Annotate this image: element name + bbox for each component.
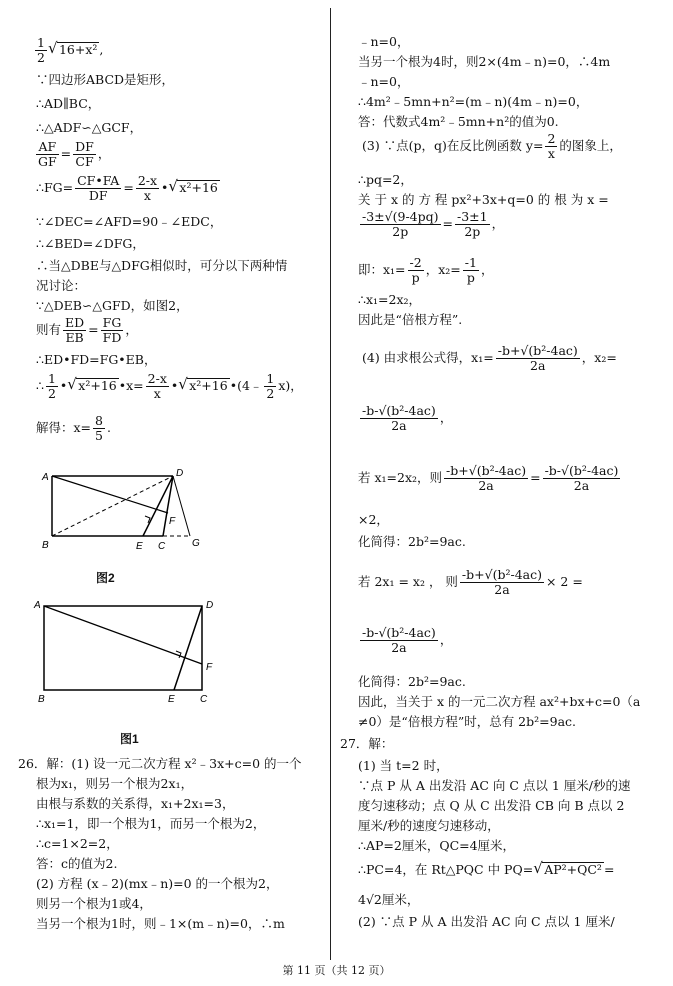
label-A: A — [42, 472, 49, 483]
right-line-22: ≠0）是“倍根方程”时，总有 2b²=9ac. — [358, 714, 576, 729]
figure-2-caption: 图2 — [96, 571, 115, 585]
right-line-11: ∴x₁=2x₂， — [358, 292, 422, 307]
fraction: $\frac{1}{2}$ — [37, 35, 45, 65]
right-line-14: $\frac{\text{-b-√(b²-4ac)}}{2a}$ ， — [362, 403, 453, 433]
right-line-16: ×2， — [358, 512, 389, 527]
figure-1 — [32, 596, 222, 706]
label-F: F — [206, 662, 213, 673]
right-line-2: 当另一个根为4时，则2×(4m﹣n)=0，∴4m — [358, 54, 611, 69]
right-line-30: 4√2厘米， — [358, 892, 420, 907]
right-line-28: ∴AP=2厘米，QC=4厘米， — [358, 838, 516, 853]
right-line-31: (2) ∵点 P 从 A 出发沿 AC 向 C 点以 1 厘米/ — [358, 914, 615, 929]
right-line-24: (1) 当 t=2 时， — [358, 758, 449, 773]
left-line-13: ∴ED•FD=FG•EB， — [36, 352, 157, 367]
left-line-6: ∴FG= $\frac{CF•FA}{DF}$ = $\frac{2-x}{x}$ •√ x²+16 — [36, 174, 220, 203]
label-F: F — [169, 516, 176, 527]
left-line-12: 则有 $\frac{ED}{EB}$ = $\frac{FG}{FD}$ ， — [36, 315, 138, 345]
right-line-8: 关 于 x 的 方 程 px²+3x+q=0 的 根 为 x = — [358, 192, 609, 207]
right-line-18: 若 2x₁ = x₂ ， 则 $\frac{\text{-b+√(b²-4ac)}}{2a}$ × 2 = — [358, 567, 583, 597]
column-divider — [330, 8, 331, 960]
q26-line-4: ∴x₁=1，即一个根为1，而另一个根为2， — [36, 816, 266, 831]
left-line-11: ∵△DEB∽△GFD，如图2， — [36, 298, 189, 313]
left-line-8: ∴∠BED=∠DFG， — [36, 236, 145, 251]
left-line-5: $\frac{AF}{GF}$ = $\frac{DF}{CF}$ ， — [38, 139, 111, 169]
right-line-9: $\frac{-3\pm√(9-4pq)}{2p}$ = $\frac{-3\pm 1}{2p}$ ， — [362, 209, 505, 239]
left-line-9: ∴当△DBE与△DFG相似时，可分以下两种情 — [36, 258, 288, 273]
q26-line-1: 26．解：(1) 设一元二次方程 x²﹣3x+c=0 的一个 — [18, 756, 302, 771]
left-line-15: 解得：x= $\frac{8}{5}$ . — [36, 413, 111, 443]
label-C: C — [200, 694, 208, 705]
q26-line-3: 由根与系数的关系得，x₁+2x₁=3， — [36, 796, 235, 811]
label-C: C — [158, 541, 166, 552]
label-B: B — [38, 694, 45, 705]
q26-line-6: 答：c的值为2. — [36, 856, 118, 871]
label-D: D — [176, 468, 184, 479]
label-A: A — [34, 600, 41, 611]
right-line-20: 化简得：2b²=9ac. — [358, 674, 466, 689]
right-line-23: 27．解： — [340, 736, 394, 751]
label-E: E — [168, 694, 175, 705]
left-line-14: ∴ $\frac{1}{2}$ •√ x²+16 •x= $\frac{2-x}{x}$ •√ x²+16 •(4﹣ $\frac{1}{2}$ x)， — [36, 372, 303, 401]
right-line-26: 度匀速移动；点 Q 从 C 出发沿 CB 向 B 点以 2 — [358, 798, 625, 813]
label-D: D — [206, 600, 214, 611]
right-line-1: ﹣n=0， — [358, 34, 410, 49]
label-B: B — [42, 540, 49, 551]
label-G: G — [192, 538, 200, 549]
left-line-7: ∵∠DEC=∠AFD=90﹣∠EDC， — [36, 214, 223, 229]
left-line-4: ∴△ADF∽△GCF， — [36, 120, 143, 135]
q26-line-7: (2) 方程 (x﹣2)(mx﹣n)=0 的一个根为2， — [36, 876, 279, 891]
left-line-3: ∴AD∥BC， — [36, 96, 101, 111]
right-line-29: ∴PC=4，在 Rt△PQC 中 PQ=√ AP²+QC² = — [358, 862, 614, 877]
right-line-19: $\frac{\text{-b-√(b²-4ac)}}{2a}$ ， — [362, 625, 453, 655]
right-line-12: 因此是“倍根方程”. — [358, 312, 463, 327]
figure-2 — [38, 466, 218, 556]
page-footer: 第 11 页（共 12 页） — [282, 964, 391, 977]
right-line-15: 若 x₁=2x₂，则 $\frac{\text{-b+√(b²-4ac)}}{2a}$ = $\frac{\text{-b-√(b²-4ac)}}{2a}$ — [358, 463, 619, 493]
right-line-10: 即：x₁= $\frac{-2}{p}$ ，x₂= $\frac{-1}{p}$ ， — [358, 255, 494, 285]
left-line-1: $\frac{1}{2}$ √ 16+x² , — [33, 36, 103, 65]
right-line-6: (3) ∵点(p，q)在反比例函数 y= $\frac{2}{x}$ 的图象上， — [362, 131, 622, 161]
left-line-2: ∵四边形ABCD是矩形， — [36, 72, 175, 87]
q26-line-9: 当另一个根为1时，则﹣1×(m﹣n)=0，∴m — [36, 916, 285, 931]
right-line-25: ∵点 P 从 A 出发沿 AC 向 C 点以 1 厘米/秒的速 — [358, 778, 631, 793]
q26-line-5: ∴c=1×2=2， — [36, 836, 119, 851]
right-line-3: ﹣n=0， — [358, 74, 410, 89]
right-line-21: 因此，当关于 x 的一元二次方程 ax²+bx+c=0（a — [358, 694, 641, 709]
right-line-7: ∴pq=2， — [358, 172, 413, 187]
right-line-13: (4) 由求根公式得，x₁= $\frac{\text{-b+√(b²-4ac)}}{2a}$ ，x₂= — [362, 343, 617, 373]
right-line-5: 答：代数式4m²﹣5mn+n²的值为0. — [358, 114, 559, 129]
right-line-27: 厘米/秒的速度匀速移动， — [358, 818, 500, 833]
label-E: E — [136, 541, 143, 552]
figure-1-caption: 图1 — [120, 732, 139, 746]
right-line-17: 化简得：2b²=9ac. — [358, 534, 466, 549]
q26-line-8: 则另一个根为1或4， — [36, 896, 152, 911]
right-line-4: ∴4m²﹣5mn+n²=(m﹣n)(4m﹣n)=0， — [358, 94, 589, 109]
q26-line-2: 根为x₁，则另一个根为2x₁， — [36, 776, 194, 791]
left-line-10: 况讨论： — [36, 278, 87, 293]
